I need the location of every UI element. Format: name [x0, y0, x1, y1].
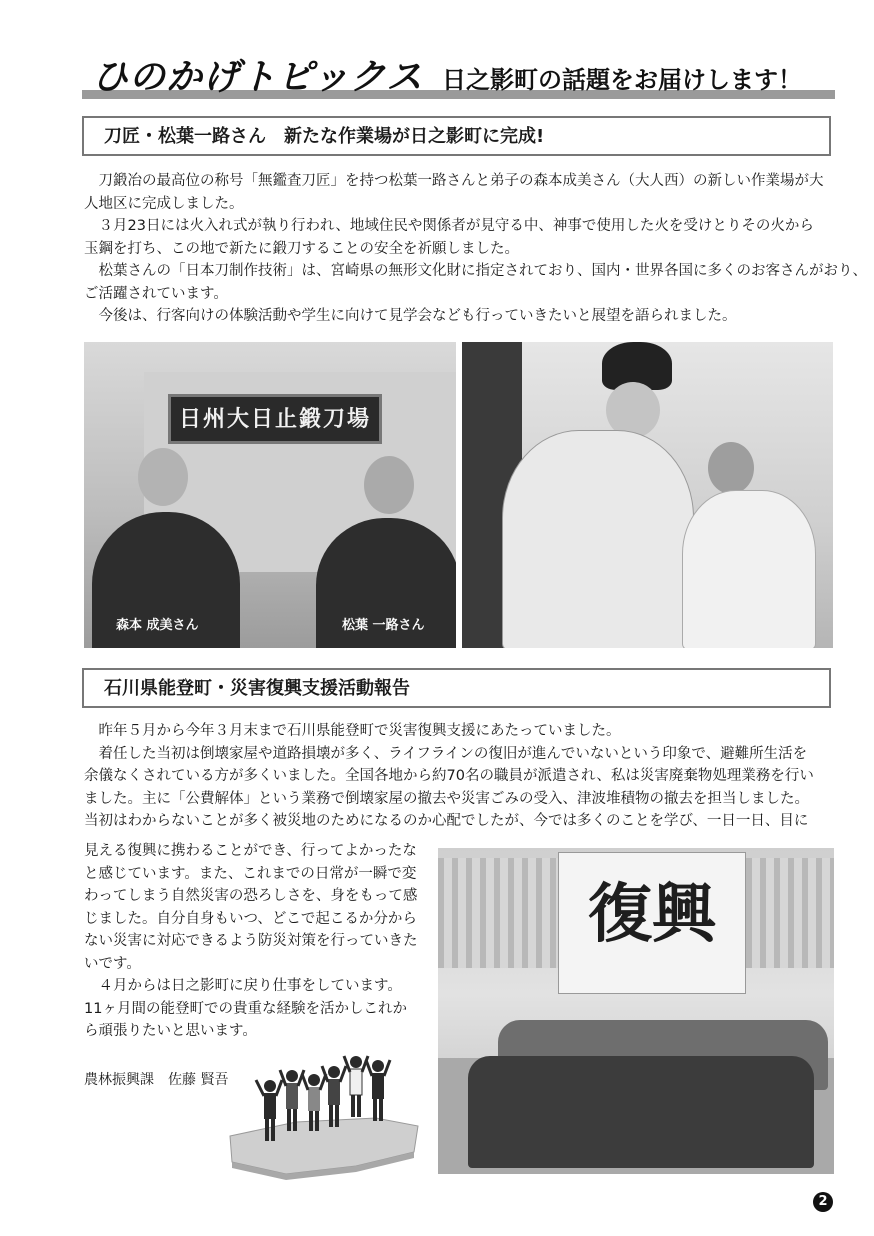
article1-body	[84, 170, 867, 328]
group-front-row	[468, 1056, 814, 1168]
photo-caption-matsuba: 松葉 一路さん	[342, 618, 425, 633]
article2-line: わってしまう自然災害の恐ろしさを、身をもって感	[84, 888, 418, 904]
author-signature: 農林振興課 佐藤 賢吾	[84, 1072, 229, 1088]
cheering-people-illustration	[226, 1040, 422, 1180]
article2-line: 着任した当初は倒壊家屋や道路損壊が多く、ライフラインの復旧が進んでいないという印象で、避難所生活を	[84, 745, 808, 762]
article1-line: 刀鍛冶の最高位の称号「無鑑査刀匠」を持つ松葉一路さんと弟子の森本成美さん（大人西）の新しい作業場が大	[84, 173, 824, 189]
article2-line: 昨年５月から今年３月末まで石川県能登町で災害復興支援にあたっていました。	[84, 723, 621, 739]
masthead-subtitle: 日之影町の話題をお届けします！	[442, 66, 802, 94]
article1-line: 人地区に完成しました。	[84, 195, 244, 212]
article1-line: ご活躍されています。	[84, 285, 228, 302]
article2-line: 当初はわからないことが多く被災地のためになるのか心配でしたが、今では多くのことを学び、一日一日、目に	[84, 813, 809, 829]
ceremony-photo	[462, 342, 833, 648]
article2-line: ら頑張りたいと思います。	[84, 1023, 257, 1039]
article2-body	[84, 720, 834, 833]
article2-line: 余儀なくされている方が多くいました。全国各地から約70名の職員が派遣され、私は災害廃棄物処理業務を行い	[84, 768, 814, 784]
article2-body-narrow	[84, 840, 426, 1043]
article2-heading-box	[82, 668, 831, 708]
article2-heading: 石川県能登町・災害復興支援活動報告	[104, 678, 410, 699]
recovery-banner	[558, 852, 746, 994]
article1-heading: 刀匠・松葉一路さん 新たな作業場が日之影町に完成!	[104, 126, 545, 147]
article1-line: 今後は、行客向けの体験活動や学生に向けて見学会なども行っていきたいと展望を語られました。	[84, 308, 737, 324]
article2-line: と感じています。また、これまでの日常が一瞬で変	[84, 865, 417, 882]
person-head	[138, 448, 188, 506]
article2-line: ました。主に「公費解体」という業務で倒壊家屋の撤去や災害ごみの受入、津波堆積物の撤去を担当しました。	[84, 790, 809, 807]
smith-head	[708, 442, 754, 494]
article2-line: 見える復興に携わることができ、行ってよかったな	[84, 843, 417, 859]
masthead-title: ひのかげトピックス	[92, 57, 424, 98]
article1-line: 松葉さんの「日本刀制作技術」は、宮崎県の無形文化財に指定されており、国内・世界各国に多くのお客さんがおり、	[84, 263, 867, 279]
article2-line: ４月からは日之影町に戻り仕事をしています。	[84, 978, 402, 994]
article2-line: ない災害に対応できるよう防災対策を行っていきた	[84, 933, 418, 949]
article2-line: じました。自分自身もいつ、どこで起こるか分から	[84, 910, 417, 927]
article2-line: いです。	[84, 955, 141, 972]
group-photo	[438, 848, 834, 1174]
page-number: 2	[813, 1192, 833, 1212]
smiths-photo	[84, 342, 456, 648]
photo-caption-morimoto: 森本 成美さん	[116, 618, 199, 633]
article1-line: ３月23日には火入れ式が執り行われ、地域住民や関係者が見守る中、神事で使用した火を受けとりその火から	[84, 218, 814, 234]
smith-robe	[682, 490, 816, 648]
article2-line: 11ヶ月間の能登町での貴重な経験を活かしこれか	[84, 1000, 407, 1017]
person-head	[364, 456, 414, 514]
banner-text: 復興	[588, 877, 716, 952]
priest-robe	[502, 430, 694, 648]
article1-heading-box	[82, 116, 831, 156]
forge-sign: 日州大日止鍛刀場	[168, 394, 382, 444]
article1-line: 玉鋼を打ち、この地で新たに鍛刀することの安全を祈願しました。	[84, 240, 519, 257]
